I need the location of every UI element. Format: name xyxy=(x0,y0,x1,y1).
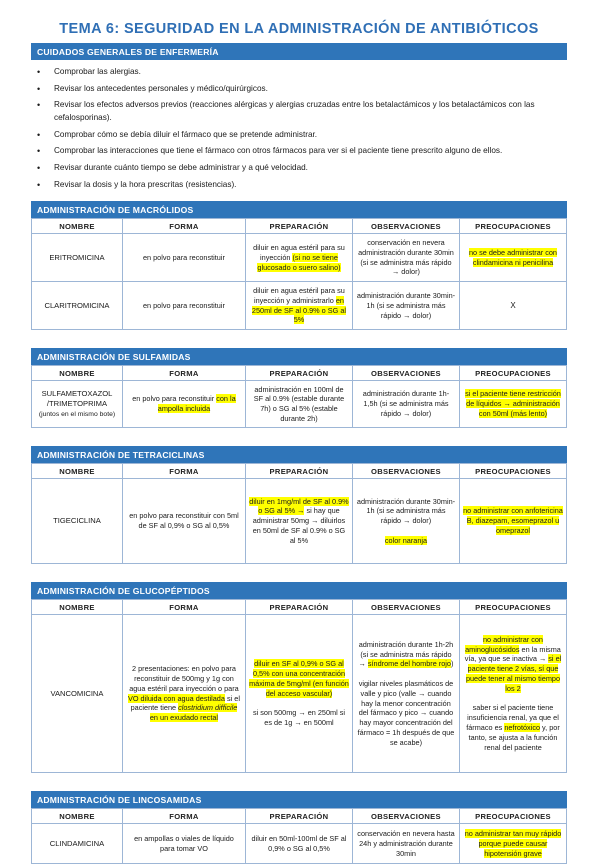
col-header: FORMA xyxy=(122,219,245,234)
cell-forma: en polvo para reconstituir xyxy=(122,234,245,282)
table-header-row xyxy=(32,366,567,381)
cell-forma: en polvo para reconstituir xyxy=(122,282,245,330)
cell-name: TIGECICLINA xyxy=(32,479,123,564)
cell-name: SULFAMETOXAZOL /TRIMETOPRIMA (juntos en el mismo bote) xyxy=(32,381,123,428)
col-header: NOMBRE xyxy=(32,464,123,479)
col-header: OBSERVACIONES xyxy=(352,809,459,824)
bullet-icon: • xyxy=(37,129,41,140)
table-row xyxy=(32,615,567,773)
list-item: • Comprobar las alergias. xyxy=(37,67,141,77)
section-header-sulfamidas: ADMINISTRACIÓN DE SULFAMIDAS xyxy=(31,348,567,365)
col-header: PREOCUPACIONES xyxy=(459,600,566,615)
list-item: • Comprobar cómo se debía diluir el fármaco que se pretende administrar. xyxy=(37,129,318,140)
cell-preparacion: diluir en 50ml-100ml de SF al 0,9% o SG al 0,5% xyxy=(245,824,352,864)
cell-observaciones: conservación en nevera administración durante 30min (si se administra más rápido → dolor) xyxy=(352,234,459,282)
bullet-icon: • xyxy=(37,162,41,173)
cell-preparacion: diluir en SF al 0,9% o SG al 0,5% con una concentración máxima de 5mg/ml (en función del acceso vascular) si son 500mg → en 250ml si es de 1g → en 500ml xyxy=(245,615,352,773)
care-list xyxy=(31,66,567,191)
list-item: • Revisar los antecedentes personales y médico/quirúrgicos. xyxy=(37,83,268,94)
section-header-cuidados: CUIDADOS GENERALES DE ENFERMERÍA xyxy=(31,43,567,60)
col-header: FORMA xyxy=(122,464,245,479)
cell-forma: en polvo para reconstituir con 5ml de SF al 0,9% o SG al 0,5% xyxy=(122,479,245,564)
page-title: TEMA 6: SEGURIDAD EN LA ADMINISTRACIÓN DE ANTIBIÓTICOS xyxy=(59,21,539,37)
cell-preocupaciones: no administrar con anfotericina B, diazepam, esomeprazol u omeprazol xyxy=(459,479,566,564)
table-header-row xyxy=(32,464,567,479)
list-item: • Revisar los efectos adversos previos (reacciones alérgicas y alergias cruzadas entre los betalactámicos y los betalactámicos con las cefalosporinas). xyxy=(37,100,535,122)
bullet-icon: • xyxy=(37,179,41,190)
cell-observaciones: administración durante 1h-2h (si se administra más rápido → síndrome del hombre rojo) vigilar niveles plasmáticos de valle y pico (valle → cuando hay la menor concentración del fármaco y pico → cuando hay mayor concentración del fármaco = 1h después de que se acabe) xyxy=(352,615,459,773)
cell-preparacion: diluir en 1mg/ml de SF al 0.9% o SG al 5% → si hay que administrar 50mg → diluirlos en 50ml de SF al 0.9% o SG al 5% xyxy=(245,479,352,564)
col-header: PREPARACIÓN xyxy=(245,219,352,234)
cell-preocupaciones: no administrar tan muy rápido porque puede causar hipotensión grave xyxy=(459,824,566,864)
table-header-row xyxy=(32,600,567,615)
cell-forma: en ampollas o viales de líquido para tomar VO xyxy=(122,824,245,864)
table-header-row xyxy=(32,219,567,234)
cell-name: VANCOMICINA xyxy=(32,615,123,773)
section-header-macrolidos: ADMINISTRACIÓN DE MACRÓLIDOS xyxy=(31,201,567,218)
bullet-icon: • xyxy=(37,100,41,111)
cell-name: ERITROMICINA xyxy=(32,234,123,282)
table-tetraciclinas xyxy=(31,463,567,564)
table-lincosamidas xyxy=(31,808,567,864)
table-row xyxy=(32,479,567,564)
col-header: FORMA xyxy=(122,600,245,615)
col-header: NOMBRE xyxy=(32,219,123,234)
cell-observaciones: administración durante 30min-1h (si se administra más rápido → dolor) xyxy=(352,282,459,330)
section-header-glucopeptidos: ADMINISTRACIÓN DE GLUCOPÉPTIDOS xyxy=(31,582,567,599)
col-header: PREPARACIÓN xyxy=(245,366,352,381)
page xyxy=(31,0,567,864)
bullet-icon: • xyxy=(37,146,41,157)
cell-observaciones: conservación en nevera hasta 24h y administración durante 30min xyxy=(352,824,459,864)
col-header: FORMA xyxy=(122,366,245,381)
block-glucopeptidos xyxy=(31,582,567,773)
block-tetraciclinas xyxy=(31,446,567,564)
cell-forma: en polvo para reconstituir con la ampolla incluida xyxy=(122,381,245,428)
col-header: PREOCUPACIONES xyxy=(459,464,566,479)
cell-preparacion: administración en 100ml de SF al 0.9% (estable durante 7h) o SG al 5% (estable durante 2h) xyxy=(245,381,352,428)
table-header-row xyxy=(32,809,567,824)
col-header: PREPARACIÓN xyxy=(245,809,352,824)
col-header: NOMBRE xyxy=(32,809,123,824)
block-sulfamidas xyxy=(31,348,567,428)
col-header: PREOCUPACIONES xyxy=(459,809,566,824)
cell-preocupaciones: X xyxy=(459,282,566,330)
cell-observaciones: administración durante 30min-1h (si se administra más rápido → dolor) color naranja xyxy=(352,479,459,564)
cell-preparacion: diluir en agua estéril para su inyección (si no se tiene glucosado o suero salino) xyxy=(245,234,352,282)
col-header: OBSERVACIONES xyxy=(352,219,459,234)
section-header-tetraciclinas: ADMINISTRACIÓN DE TETRACICLINAS xyxy=(31,446,567,463)
cell-name: CLARITROMICINA xyxy=(32,282,123,330)
cell-preocupaciones: no se debe administrar con clindamicina ni penicilina xyxy=(459,234,566,282)
table-macrolidos xyxy=(31,218,567,330)
col-header: PREOCUPACIONES xyxy=(459,219,566,234)
block-lincosamidas xyxy=(31,791,567,864)
cell-preparacion: diluir en agua estéril para su inyección y administrarlo en 250ml de SF al 0.9% o SG al 5% xyxy=(245,282,352,330)
col-header: FORMA xyxy=(122,809,245,824)
table-sulfamidas xyxy=(31,365,567,428)
table-row xyxy=(32,381,567,428)
table-row xyxy=(32,234,567,282)
bullet-icon: • xyxy=(37,67,41,77)
cell-preocupaciones: no administrar con aminoglucósidos en la misma vía, ya que se inactiva → si el paciente tiene 2 vías, sí que puede tener al mismo tiempo los 2 saber si el paciente tiene insuficiencia renal, ya que el fármaco es nefrotóxico y, por tanto, se ajusta a la función renal del paciente xyxy=(459,615,566,773)
block-macrolidos xyxy=(31,201,567,330)
col-header: NOMBRE xyxy=(32,600,123,615)
col-header: PREPARACIÓN xyxy=(245,464,352,479)
col-header: OBSERVACIONES xyxy=(352,600,459,615)
list-item: • Comprobar las interacciones que tiene el fármaco con otros fármacos para ver si el paciente tiene prescrito alguno de ellos. xyxy=(37,146,503,157)
col-header: NOMBRE xyxy=(32,366,123,381)
col-header: OBSERVACIONES xyxy=(352,366,459,381)
cell-name: CLINDAMICINA xyxy=(32,824,123,864)
cell-forma: 2 presentaciones: en polvo para reconstituir de 500mg y 1g con agua estéril para inyección o para VO diluida con agua destilada si el paciente tiene clostridium difficile en un exudado rectal xyxy=(122,615,245,773)
col-header: OBSERVACIONES xyxy=(352,464,459,479)
list-item: • Revisar la dosis y la hora prescritas (resistencias). xyxy=(37,179,237,190)
cell-preocupaciones: si el paciente tiene restricción de líquidos → administración con 50ml (más lento) xyxy=(459,381,566,428)
list-item: • Revisar durante cuánto tiempo se debe administrar y a qué velocidad. xyxy=(37,162,308,173)
table-row xyxy=(32,824,567,864)
cell-observaciones: administración durante 1h-1,5h (si se administra más rápido → dolor) xyxy=(352,381,459,428)
table-glucopeptidos xyxy=(31,599,567,773)
section-header-lincosamidas: ADMINISTRACIÓN DE LINCOSAMIDAS xyxy=(31,791,567,808)
col-header: PREOCUPACIONES xyxy=(459,366,566,381)
col-header: PREPARACIÓN xyxy=(245,600,352,615)
bullet-icon: • xyxy=(37,83,41,94)
table-row xyxy=(32,282,567,330)
